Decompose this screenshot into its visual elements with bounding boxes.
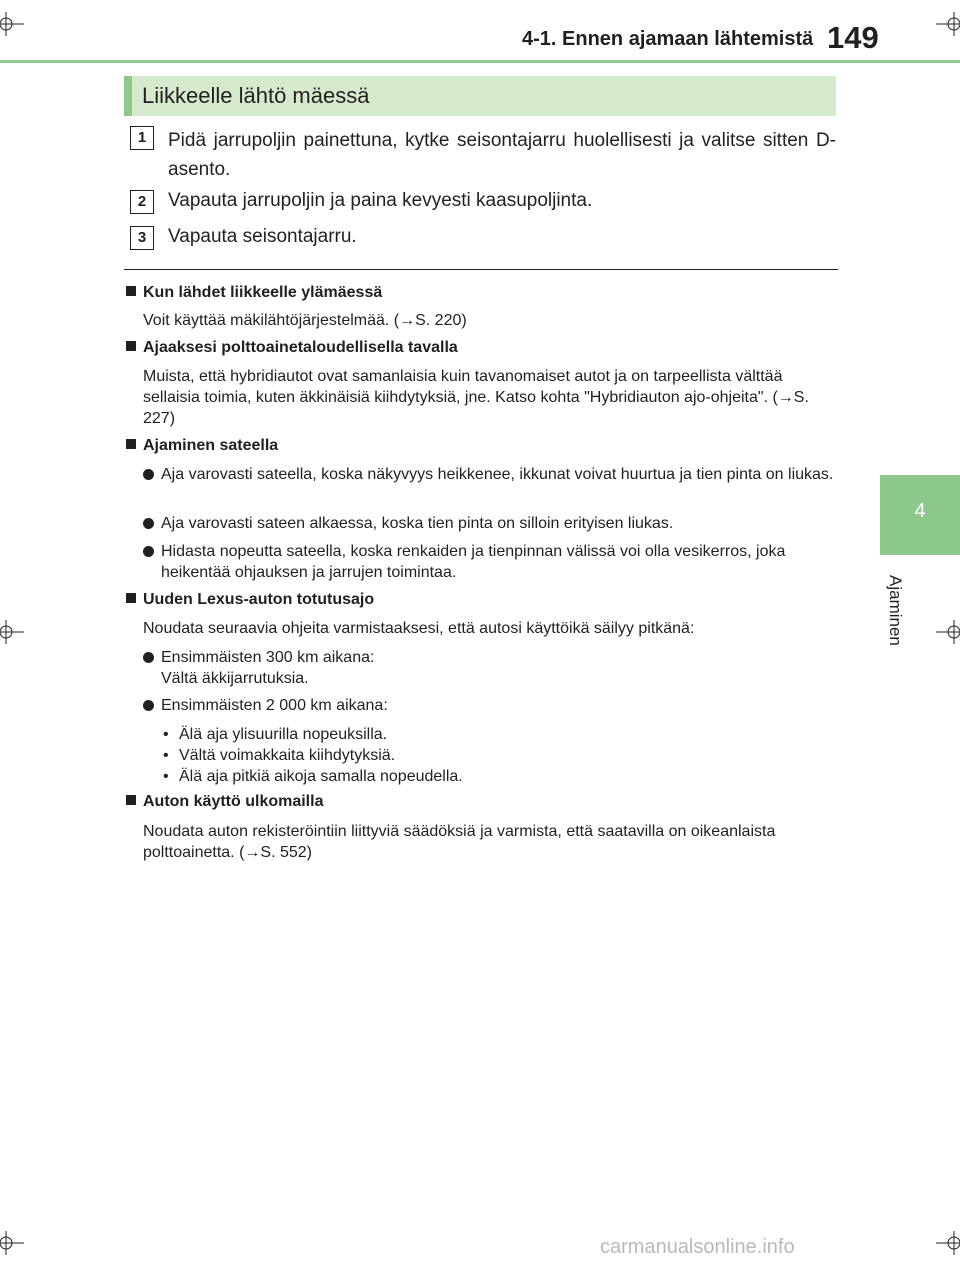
registration-mark-middle-left [0, 620, 24, 644]
registration-mark-bottom-left [0, 1231, 24, 1255]
list-item-text: Ensimmäisten 300 km aikana: [161, 649, 375, 666]
header-rule [0, 60, 960, 63]
registration-mark-top-right [936, 12, 960, 36]
registration-mark-top-left [0, 12, 24, 36]
list-item-text: Aja varovasti sateen alkaessa, koska tien pinta on silloin erityisen liukas. [161, 515, 674, 532]
registration-mark-bottom-right [936, 1231, 960, 1255]
note-heading-abroad [126, 793, 323, 811]
note-heading-break-in [126, 591, 374, 609]
section-title: Liikkeelle lähtö mäessä [142, 83, 370, 108]
step-number-1: 1 [130, 126, 154, 150]
note-heading-text: Kun lähdet liikkeelle ylämäessä [143, 284, 383, 301]
bullet-dot-icon [143, 700, 154, 711]
bullet-dot-icon [143, 518, 154, 529]
note-heading-text: Auton käyttö ulkomailla [143, 793, 324, 810]
page-number: 149 [827, 20, 879, 55]
list-item-subtext: Vältä äkkijarrutuksia. [161, 670, 309, 687]
list-item [143, 464, 839, 485]
note-heading-text: Ajaminen sateella [143, 437, 279, 454]
note-text-break-in: Noudata seuraavia ohjeita varmistaaksesi, että autosi käyttöikä säilyy pitkänä: [143, 620, 695, 637]
note-text-abroad: Noudata auton rekisteröintiin liittyviä säädöksiä ja varmista, että saatavilla on oikeanlaista polttoainetta. (→S. 552) [143, 823, 776, 861]
sub-list-item: • Älä aja ylisuurilla nopeuksilla. [163, 726, 388, 743]
step-text-2: Vapauta jarrupoljin ja paina kevyesti kaasupoljinta. [168, 190, 593, 211]
step-text-3: Vapauta seisontajarru. [168, 226, 357, 247]
list-item [143, 541, 839, 583]
note-heading-uphill [126, 284, 382, 302]
list-item [143, 513, 839, 534]
watermark: carmanualsonline.info [600, 1236, 795, 1258]
list-item [143, 695, 839, 716]
list-item-text: Ensimmäisten 2 000 km aikana: [161, 697, 388, 714]
note-heading-rain [126, 437, 278, 455]
square-bullet-icon [126, 341, 136, 351]
registration-mark-middle-right [936, 620, 960, 644]
bullet-dot-icon [143, 652, 154, 663]
note-heading-economy [126, 339, 458, 357]
step-text-1: Pidä jarrupoljin painettuna, kytke seisontajarru huolellisesti ja valitse sitten D-asento. [168, 130, 836, 180]
note-text-uphill: Voit käyttää mäkilähtöjärjestelmää. (→S. 220) [143, 312, 467, 329]
chapter-tab-label: Ajaminen [886, 575, 905, 646]
chapter-title: 4-1. Ennen ajamaan lähtemistä [522, 28, 814, 50]
note-heading-text: Ajaaksesi polttoainetaloudellisella tavalla [143, 339, 458, 356]
sub-list-item-text: Älä aja pitkiä aikoja samalla nopeudella. [179, 768, 463, 785]
square-bullet-icon [126, 795, 136, 805]
step-number-2: 2 [130, 190, 154, 214]
note-heading-text: Uuden Lexus-auton totutusajo [143, 591, 375, 608]
step-number-3: 3 [130, 226, 154, 250]
bullet-dot-icon [143, 469, 154, 480]
list-item [143, 647, 839, 689]
sub-list-item-text: Älä aja ylisuurilla nopeuksilla. [179, 726, 388, 743]
square-bullet-icon [126, 286, 136, 296]
bullet-dot-icon [143, 546, 154, 557]
note-text-economy: Muista, että hybridiautot ovat samanlaisia kuin tavanomaiset autot ja on tarpeellista välttää sellaisia toimia, kuten äkkinäisiä kiihdytyksiä, jne. Katso kohta "Hybridiauton ajo-ohjeita". (→S. 227) [143, 368, 809, 427]
list-item-text: Aja varovasti sateella, koska näkyvyys heikkenee, ikkunat voivat huurtua ja tien pinta on liukas. [161, 466, 834, 483]
list-item-text: Hidasta nopeutta sateella, koska renkaiden ja tienpinnan välissä voi olla vesikerros, joka heikentää ohjauksen ja jarrujen toimintaa. [161, 543, 786, 581]
chapter-tab-number: 4 [914, 500, 926, 522]
sub-list-item-text: Vältä voimakkaita kiihdytyksiä. [179, 747, 396, 764]
square-bullet-icon [126, 593, 136, 603]
section-divider [124, 269, 838, 270]
sub-list-item: • Älä aja pitkiä aikoja samalla nopeudella. [163, 768, 463, 785]
sub-list-item: • Vältä voimakkaita kiihdytyksiä. [163, 747, 396, 764]
square-bullet-icon [126, 439, 136, 449]
